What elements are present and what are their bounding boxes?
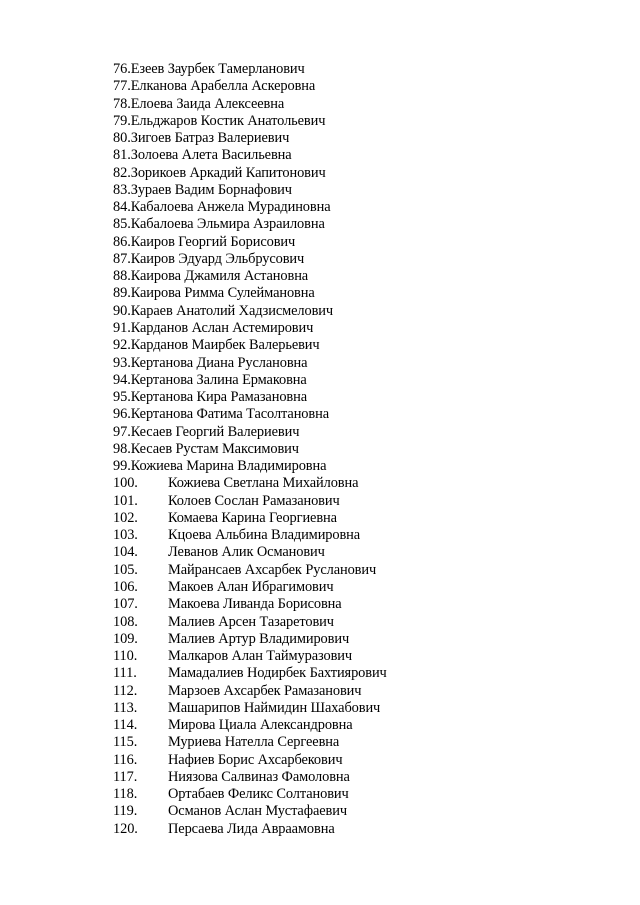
item-number: 89. <box>113 285 131 302</box>
item-number: 112. <box>113 682 138 699</box>
list-item <box>113 475 387 492</box>
item-name: Кабалоева Анжела Мурадиновна <box>130 199 331 216</box>
list-item <box>113 130 387 147</box>
list-item <box>113 285 387 302</box>
item-name: Каиров Георгий Борисович <box>130 233 296 250</box>
item-name: Малкаров Алан Таймуразович <box>168 648 353 665</box>
item-name: Малиев Арсен Тазаретович <box>168 613 334 630</box>
item-number: 94. <box>113 371 131 388</box>
item-name: Нафиев Борис Ахсарбекович <box>168 751 343 768</box>
item-number: 81. <box>113 147 131 164</box>
item-number: 99. <box>113 458 131 475</box>
item-name: Марзоев Ахсарбек Рамазанович <box>168 682 362 699</box>
list-item <box>113 320 387 337</box>
list-item <box>113 96 387 113</box>
item-number: 84. <box>113 199 131 216</box>
list-item <box>113 78 387 95</box>
item-number: 107. <box>113 596 138 613</box>
list-item <box>113 234 387 251</box>
item-name: Османов Аслан Мустафаевич <box>168 803 347 820</box>
item-number: 97. <box>113 423 131 440</box>
list-item <box>113 389 387 406</box>
item-name: Кесаев Георгий Валериевич <box>130 423 300 440</box>
list-item <box>113 113 387 130</box>
list-item <box>113 527 387 544</box>
item-number: 113. <box>113 699 138 716</box>
item-name: Макоева Ливанда Борисовна <box>168 596 342 613</box>
item-number: 117. <box>113 768 138 785</box>
item-number: 108. <box>113 613 138 630</box>
item-name: Зорикоев Аркадий Капитонович <box>130 164 326 181</box>
list-item <box>113 337 387 354</box>
item-number: 118. <box>113 786 138 803</box>
list-item <box>113 199 387 216</box>
item-name: Малиев Артур Владимирович <box>168 630 350 647</box>
list-item <box>113 821 387 838</box>
list-item <box>113 147 387 164</box>
item-number: 85. <box>113 216 131 233</box>
item-number: 82. <box>113 164 131 181</box>
list-item <box>113 372 387 389</box>
list-item <box>113 648 387 665</box>
item-name: Елоева Заида Алексеевна <box>130 95 285 112</box>
item-name: Золоева Алета Васильевна <box>130 147 292 164</box>
item-number: 119. <box>113 803 138 820</box>
list-item <box>113 355 387 372</box>
list-item <box>113 579 387 596</box>
list-item <box>113 441 387 458</box>
item-number: 106. <box>113 578 138 595</box>
item-number: 109. <box>113 630 138 647</box>
item-number: 100. <box>113 475 138 492</box>
item-number: 102. <box>113 509 138 526</box>
item-name: Каиров Эдуард Эльбрусович <box>130 250 305 267</box>
list-item <box>113 683 387 700</box>
list-item <box>113 717 387 734</box>
list-item <box>113 562 387 579</box>
list-item <box>113 268 387 285</box>
item-name: Кцоева Альбина Владимировна <box>168 527 361 544</box>
list-item <box>113 631 387 648</box>
list-item <box>113 303 387 320</box>
item-number: 76. <box>113 61 131 77</box>
list-item <box>113 544 387 561</box>
item-number: 110. <box>113 648 138 665</box>
item-number: 91. <box>113 319 131 336</box>
item-number: 96. <box>113 406 131 423</box>
list-item <box>113 786 387 803</box>
item-name: Карданов Аслан Астемирович <box>130 319 314 336</box>
item-name: Ортабаев Феликс Солтанович <box>168 786 349 803</box>
item-name: Кертанова Кира Рамазановна <box>130 389 308 406</box>
item-number: 86. <box>113 233 131 250</box>
item-number: 92. <box>113 337 131 354</box>
item-number: 103. <box>113 527 138 544</box>
item-name: Макоев Алан Ибрагимович <box>168 578 334 595</box>
item-name: Карданов Маирбек Валерьевич <box>130 337 320 354</box>
item-number: 120. <box>113 820 138 837</box>
item-name: Кожиева Светлана Михайловна <box>168 475 359 492</box>
item-name: Персаева Лида Авраамовна <box>168 820 335 837</box>
item-name: Муриева Нателла Сергеевна <box>168 734 340 751</box>
list-item <box>113 493 387 510</box>
item-number: 111. <box>113 665 137 682</box>
item-number: 80. <box>113 130 131 147</box>
item-name: Кожиева Марина Владимировна <box>130 458 327 475</box>
list-item <box>113 752 387 769</box>
item-name: Кабалоева Эльмира Азраиловна <box>130 216 325 233</box>
list-item <box>113 216 387 233</box>
item-name: Езеев Заурбек Тамерланович <box>130 61 305 77</box>
item-number: 116. <box>113 751 138 768</box>
item-number: 104. <box>113 544 138 561</box>
item-name: Ельджаров Костик Анатольевич <box>130 112 326 129</box>
item-number: 88. <box>113 268 131 285</box>
list-item <box>113 424 387 441</box>
item-number: 87. <box>113 250 131 267</box>
item-number: 83. <box>113 181 131 198</box>
item-name: Зигоев Батраз Валериевич <box>130 130 290 147</box>
item-number: 98. <box>113 440 131 457</box>
item-name: Кертанова Фатима Тасолтановна <box>130 406 329 423</box>
item-name: Мирова Циала Александровна <box>168 717 353 734</box>
list-item <box>113 769 387 786</box>
list-item <box>113 734 387 751</box>
item-name: Кертанова Диана Руслановна <box>130 354 308 371</box>
item-number: 90. <box>113 302 131 319</box>
list-item <box>113 700 387 717</box>
list-item <box>113 406 387 423</box>
name-list <box>113 61 387 838</box>
item-name: Леванов Алик Османович <box>168 544 325 561</box>
item-name: Караев Анатолий Хадзисмелович <box>130 302 334 319</box>
item-name: Комаева Карина Георгиевна <box>168 509 337 526</box>
list-item <box>113 614 387 631</box>
list-item <box>113 510 387 527</box>
item-name: Кертанова Залина Ермаковна <box>130 371 307 388</box>
list-item <box>113 665 387 682</box>
item-number: 105. <box>113 561 138 578</box>
list-item <box>113 61 387 78</box>
item-name: Зураев Вадим Борнафович <box>130 181 292 198</box>
item-name: Машарипов Наймидин Шахабович <box>168 699 381 716</box>
item-number: 114. <box>113 717 138 734</box>
item-name: Кесаев Рустам Максимович <box>130 440 299 457</box>
item-name: Ниязова Салвиназ Фамоловна <box>168 768 350 785</box>
item-number: 79. <box>113 112 131 129</box>
item-number: 78. <box>113 95 131 112</box>
item-number: 95. <box>113 389 131 406</box>
item-name: Майрансаев Ахсарбек Русланович <box>168 561 377 578</box>
item-number: 115. <box>113 734 138 751</box>
list-item <box>113 803 387 820</box>
item-name: Каирова Джамиля Астановна <box>130 268 309 285</box>
list-item <box>113 251 387 268</box>
item-name: Елканова Арабелла Аскеровна <box>130 78 316 95</box>
item-number: 93. <box>113 354 131 371</box>
item-name: Колоев Сослан Рамазанович <box>168 492 340 509</box>
item-number: 77. <box>113 78 131 95</box>
item-name: Мамадалиев Нодирбек Бахтиярович <box>168 665 387 682</box>
list-item <box>113 458 387 475</box>
item-number: 101. <box>113 492 138 509</box>
item-name: Каирова Римма Сулеймановна <box>130 285 315 302</box>
list-item <box>113 596 387 613</box>
list-item <box>113 165 387 182</box>
list-item <box>113 182 387 199</box>
